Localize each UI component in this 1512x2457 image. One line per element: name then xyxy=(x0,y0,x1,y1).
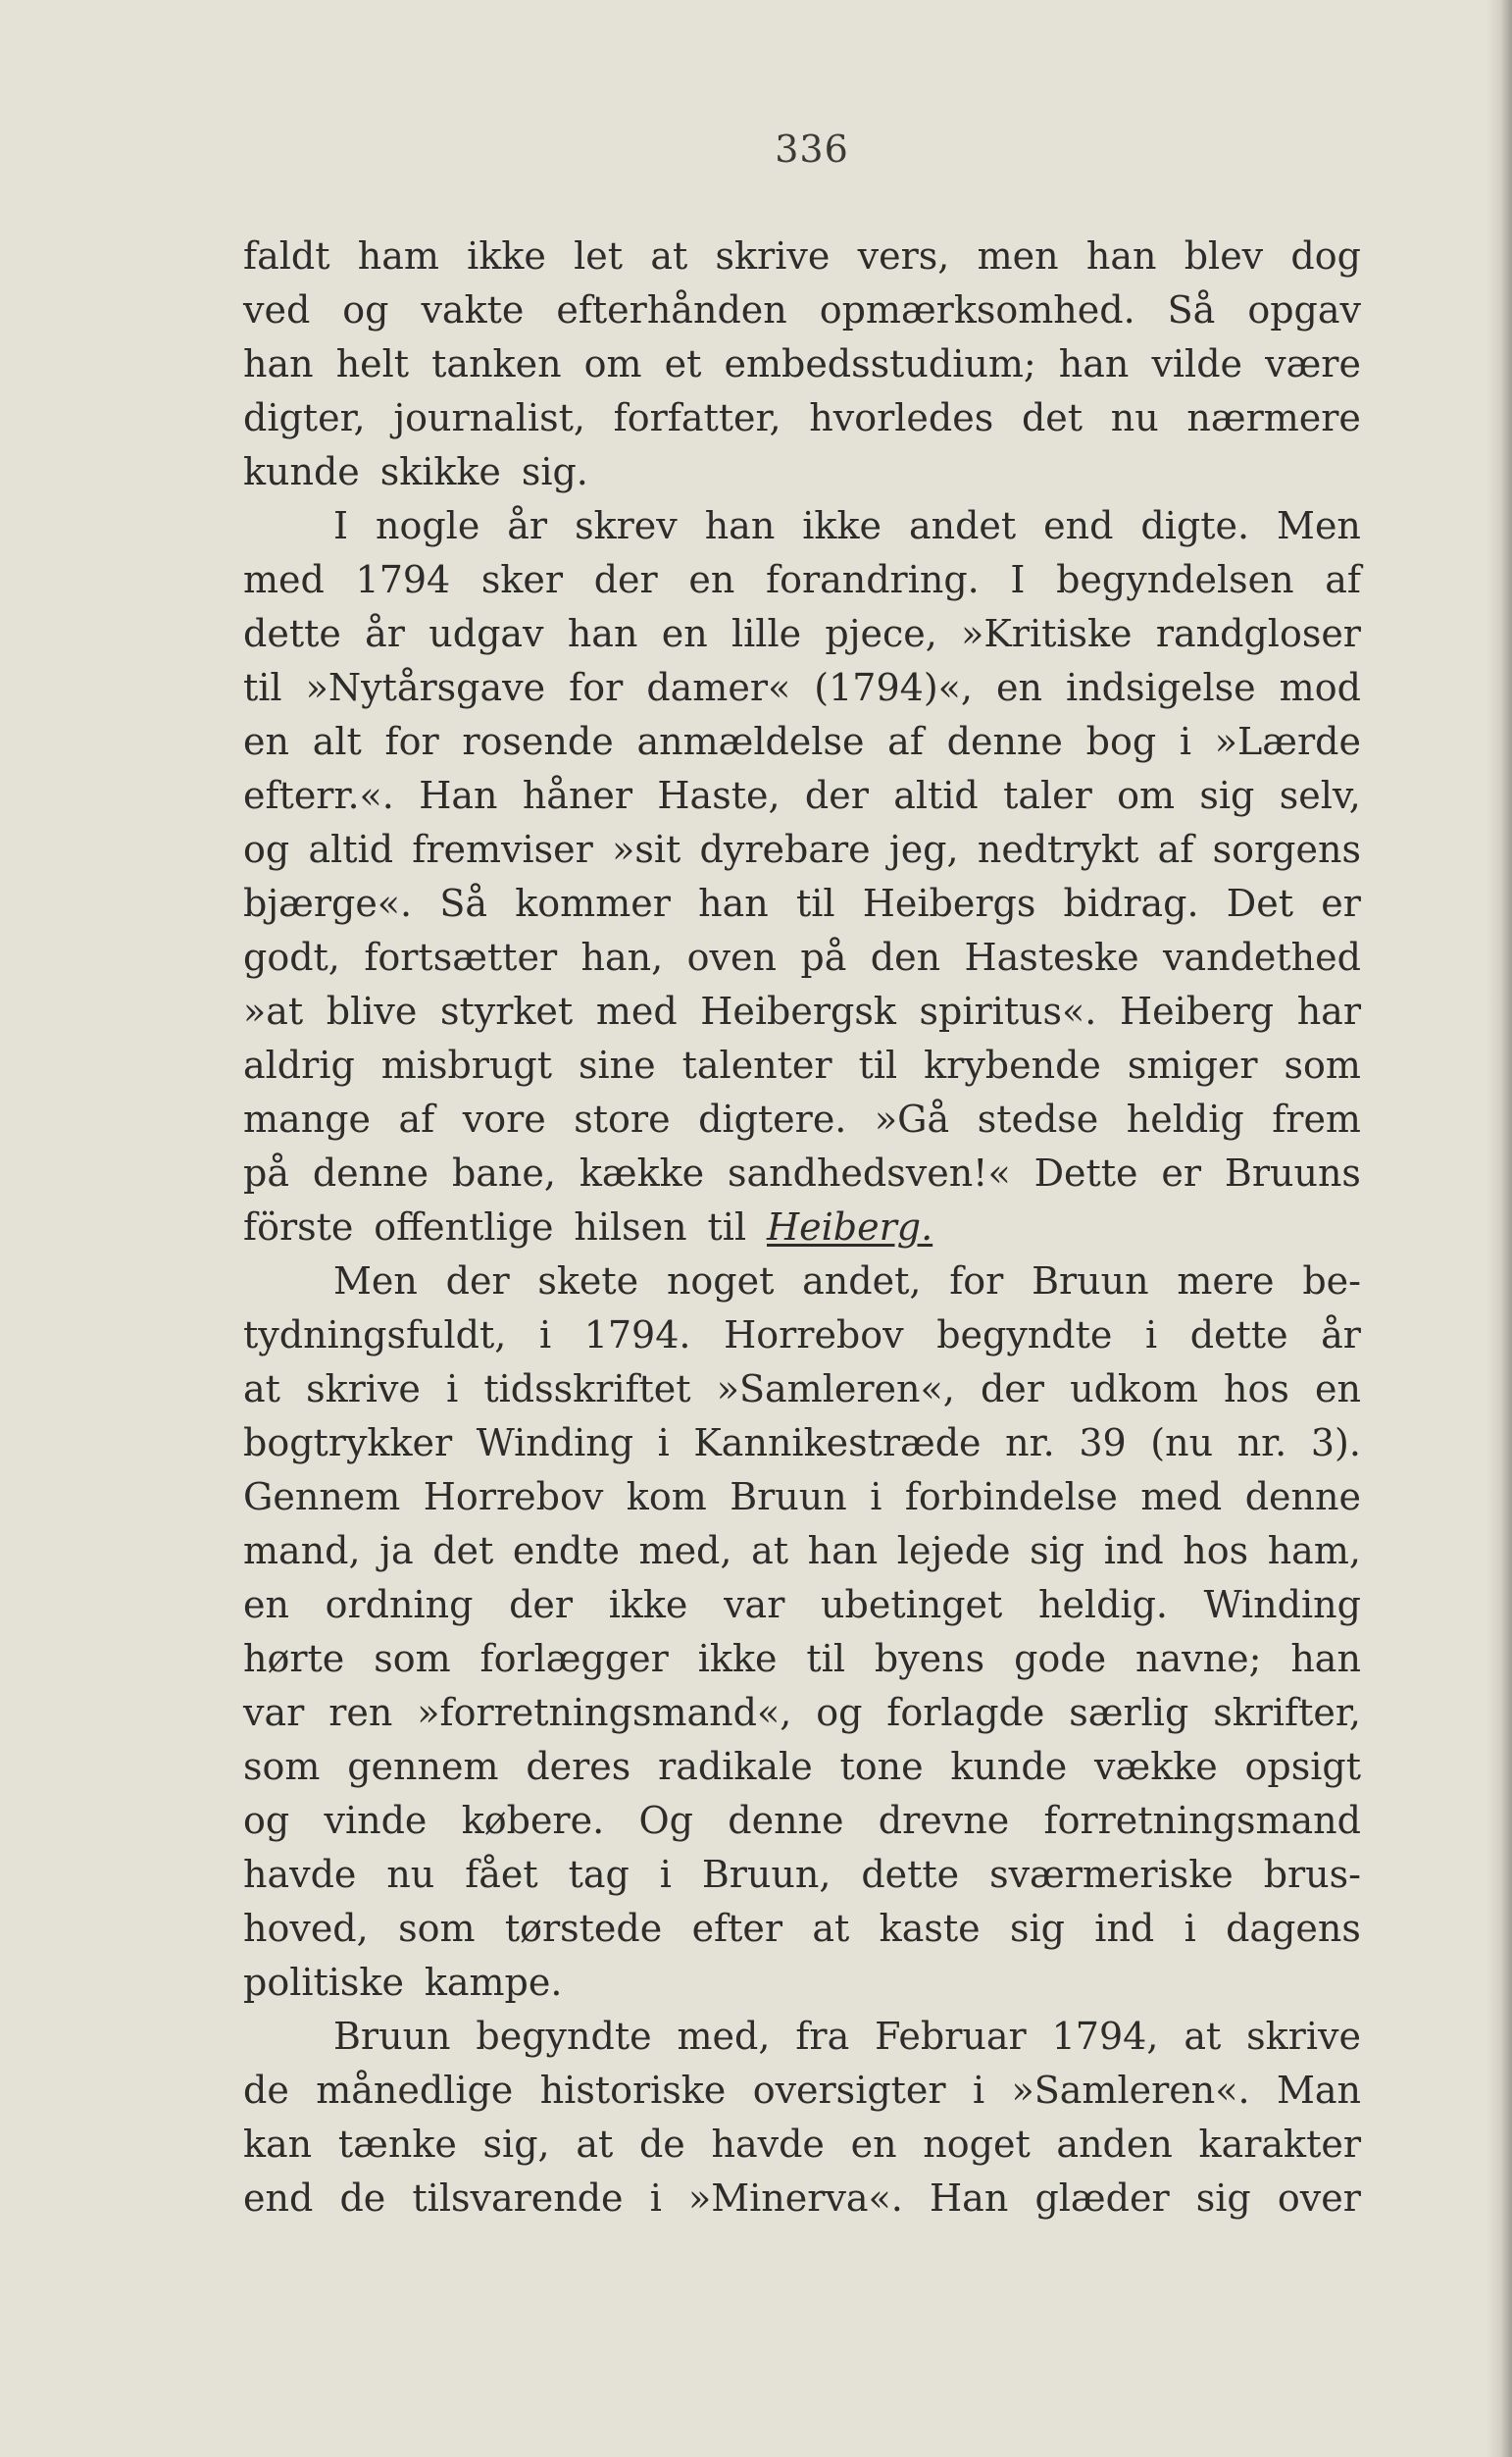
text-line: på denne bane, kække sandhedsven!« Dette er Bruuns xyxy=(243,1152,1361,1195)
text-line: en alt for rosende anmældelse af denne bog i »Lærde xyxy=(243,720,1361,763)
text-line: efterr.«. Han håner Haste, der altid taler om sig selv, xyxy=(243,774,1361,817)
text-line: mand, ja det endte med, at han lejede sig ind hos ham, xyxy=(243,1529,1361,1572)
text-line: at skrive i tidsskriftet »Samleren«, der udkom hos en xyxy=(243,1367,1361,1410)
page-number: 336 xyxy=(775,128,849,171)
text-line: kunde skikke sig. xyxy=(243,450,588,493)
text-line: tydningsfuldt, i 1794. Horrebov begyndte i dette år xyxy=(243,1313,1361,1356)
text-line: aldrig misbrugt sine talenter til krybende smiger som xyxy=(243,1044,1361,1087)
text-line: var ren »forretningsmand«, og forlagde særlig skrifter, xyxy=(243,1691,1361,1734)
text-line: hoved, som tørstede efter at kaste sig ind i dagens xyxy=(243,1907,1361,1950)
text-line: Gennem Horrebov kom Bruun i forbindelse med denne xyxy=(243,1475,1361,1518)
text-line: Men der skete noget andet, for Bruun mere be- xyxy=(333,1259,1361,1303)
body-text xyxy=(243,230,1361,2226)
text-line: og vinde købere. Og denne drevne forretningsmand xyxy=(243,1799,1361,1842)
text-line: dette år udgav han en lille pjece, »Kritiske randgloser xyxy=(243,612,1361,655)
text-line: godt, fortsætter han, oven på den Hasteske vandethed xyxy=(243,936,1361,979)
text-line: ved og vakte efterhånden opmærksomhed. Så opgav xyxy=(243,288,1361,332)
text-line: förste offentlige hilsen til Heiberg. xyxy=(243,1201,1361,1254)
text-line: faldt ham ikke let at skrive vers, men han blev dog xyxy=(243,234,1361,278)
text-line: som gennem deres radikale tone kunde vække opsigt xyxy=(243,1745,1361,1788)
text-line: og altid fremviser »sit dyrebare jeg, nedtrykt af sorgens xyxy=(243,828,1361,871)
text-line: til »Nytårsgave for damer« (1794)«, en indsigelse mod xyxy=(243,666,1361,709)
text-line: en ordning der ikke var ubetinget heldig. Winding xyxy=(243,1583,1361,1626)
text-line: mange af vore store digtere. »Gå stedse heldig frem xyxy=(243,1098,1361,1141)
text-line: Bruun begyndte med, fra Februar 1794, at skrive xyxy=(333,2015,1361,2058)
text-line: end de tilsvarende i »Minerva«. Han glæder sig over xyxy=(243,2176,1361,2220)
page-edge-shadow xyxy=(1487,0,1512,2457)
text-line: digter, journalist, forfatter, hvorledes det nu nærmere xyxy=(243,396,1361,439)
text-line: I nogle år skrev han ikke andet end digte. Men xyxy=(333,504,1361,547)
text-line: bogtrykker Winding i Kannikestræde nr. 39 (nu nr. 3). xyxy=(243,1421,1361,1464)
emphasized-name: Heiberg. xyxy=(767,1205,933,1249)
text-line: med 1794 sker der en forandring. I begyndelsen af xyxy=(243,558,1361,601)
text-line: politiske kampe. xyxy=(243,1961,563,2004)
text-line: bjærge«. Så kommer han til Heibergs bidrag. Det er xyxy=(243,882,1361,925)
text-line: han helt tanken om et embedsstudium; han vilde være xyxy=(243,342,1361,385)
text-line: »at blive styrket med Heibergsk spiritus«. Heiberg har xyxy=(243,990,1361,1033)
text-line: kan tænke sig, at de havde en noget anden karakter xyxy=(243,2123,1361,2166)
text-line: hørte som forlægger ikke til byens gode navne; han xyxy=(243,1637,1361,1680)
text-line: havde nu fået tag i Bruun, dette sværmeriske brus- xyxy=(243,1853,1361,1896)
text-line: de månedlige historiske oversigter i »Samleren«. Man xyxy=(243,2069,1361,2112)
